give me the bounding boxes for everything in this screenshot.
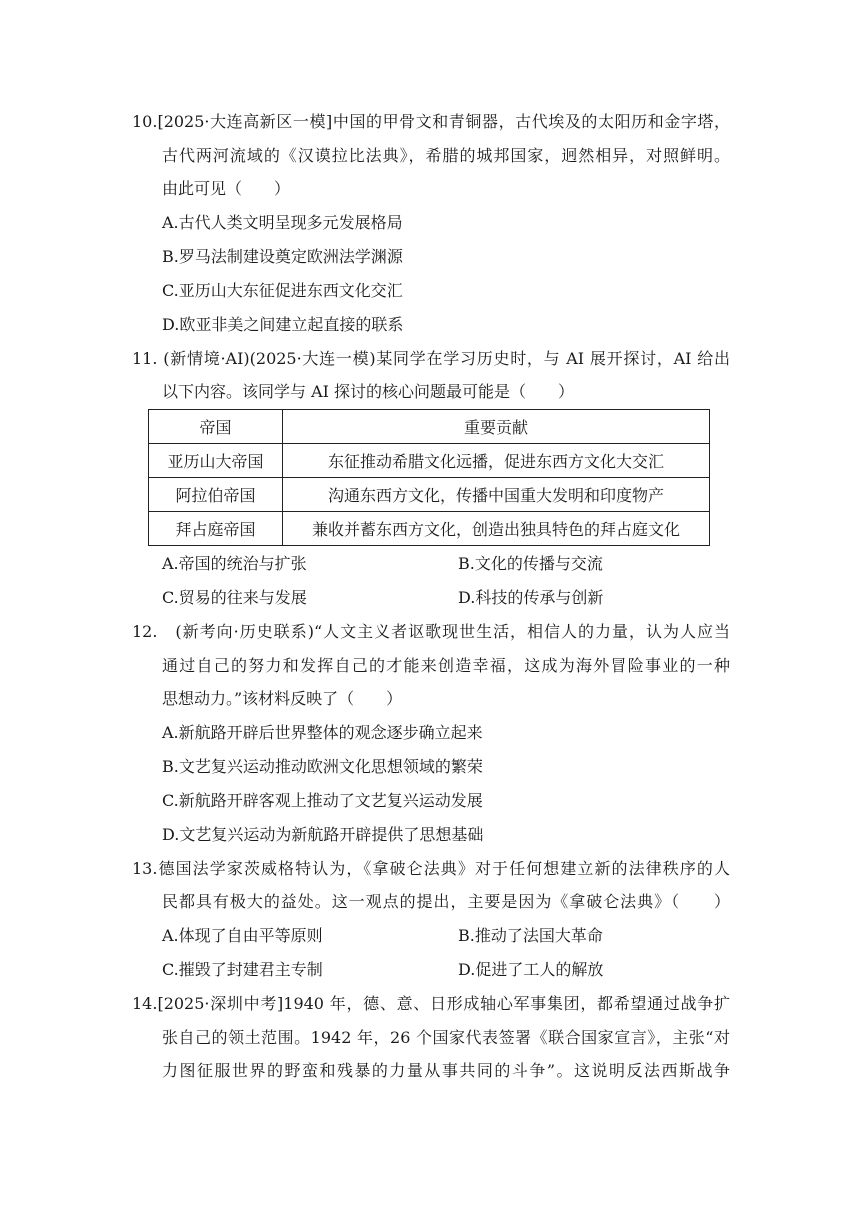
table-row: [149, 512, 710, 546]
q13-options-row-1: [162, 925, 762, 947]
q13-options-row-2: [162, 959, 762, 981]
q10-line-2: 古代两河流域的《汉谟拉比法典》，希腊的城邦国家，迥然相异，对照鲜明。: [162, 146, 730, 165]
table-cell: 阿拉伯帝国: [149, 478, 283, 512]
q10-option-a: A.古代人类文明呈现多元发展格局: [162, 213, 403, 232]
q10-option-d: D.欧亚非美之间建立起直接的联系: [162, 315, 404, 334]
q13-option-d: D.促进了工人的解放: [458, 960, 604, 979]
q14-line-1: 14.[2025·深圳中考]1940 年，德、意、日形成轴心军事集团，都希望通过战争扩: [132, 994, 730, 1013]
q12-option-c: C.新航路开辟客观上推动了文艺复兴运动发展: [162, 791, 483, 810]
table-cell: 拜占庭帝国: [149, 512, 283, 546]
q13-line-1: 13.德国法学家茨威格特认为，《拿破仑法典》对于任何想建立新的法律秩序的人: [132, 859, 730, 878]
q10-option-b: B.罗马法制建设奠定欧洲法学渊源: [162, 247, 403, 266]
q11-line-2: 以下内容。该同学与 AI 探讨的核心问题最可能是（ ）: [162, 382, 575, 401]
q13-line-2: 民都具有极大的益处。这一观点的提出，主要是因为《拿破仑法典》（ ）: [162, 892, 730, 911]
table-cell: 兼收并蓄东西方文化，创造出独具特色的拜占庭文化: [283, 512, 710, 546]
q12-option-a: A.新航路开辟后世界整体的观念逐步确立起来: [162, 723, 483, 742]
q11-table: [148, 409, 710, 546]
q11-options-row-2: [162, 587, 762, 609]
q13-option-a: A.体现了自由平等原则: [162, 926, 323, 945]
q12-line-3: 思想动力。”该材料反映了（ ）: [162, 689, 403, 708]
q13-option-b: B.推动了法国大革命: [458, 926, 603, 945]
q10-option-c: C.亚历山大东征促进东西文化交汇: [162, 281, 403, 300]
table-row: [149, 444, 710, 478]
q13-option-c: C.摧毁了封建君主专制: [162, 960, 323, 979]
q12-option-d: D.文艺复兴运动为新航路开辟提供了思想基础: [162, 825, 484, 844]
q14-line-3: 力图征服世界的野蛮和残暴的力量从事共同的斗争”。这说明反法西斯战争: [162, 1061, 730, 1080]
q10-line-3: 由此可见（ ）: [162, 179, 291, 198]
q11-option-c: C.贸易的往来与发展: [162, 588, 307, 607]
table-cell: 亚历山大帝国: [149, 444, 283, 478]
q14-line-2: 张自己的领土范围。1942 年，26 个国家代表签署《联合国家宣言》，主张“对: [162, 1028, 730, 1047]
table-header-cell: 重要贡献: [283, 410, 710, 444]
q12-option-b: B.文艺复兴运动推动欧洲文化思想领域的繁荣: [162, 757, 483, 776]
table-cell: 沟通东西方文化，传播中国重大发明和印度物产: [283, 478, 710, 512]
q11-option-b: B.文化的传播与交流: [458, 554, 603, 573]
table-header-row: [149, 410, 710, 444]
q12-line-1: 12. (新考向·历史联系)“人文主义者讴歌现世生活，相信人的力量，认为人应当: [132, 622, 730, 641]
table-header-cell: 帝国: [149, 410, 283, 444]
q12-line-2: 通过自己的努力和发挥自己的才能来创造幸福，这成为海外冒险事业的一种: [162, 656, 730, 675]
q11-option-a: A.帝国的统治与扩张: [162, 554, 307, 573]
table-cell: 东征推动希腊文化远播，促进东西方文化大交汇: [283, 444, 710, 478]
q11-option-d: D.科技的传承与创新: [458, 588, 604, 607]
q11-line-1: 11. (新情境·AI)(2025·大连一模)某同学在学习历史时，与 AI 展开探讨，AI 给出: [132, 349, 730, 368]
q11-options-row-1: [162, 553, 762, 575]
table-row: [149, 478, 710, 512]
q10-line-1: 10.[2025·大连高新区一模]中国的甲骨文和青铜器，古代埃及的太阳历和金字塔，: [132, 112, 730, 131]
